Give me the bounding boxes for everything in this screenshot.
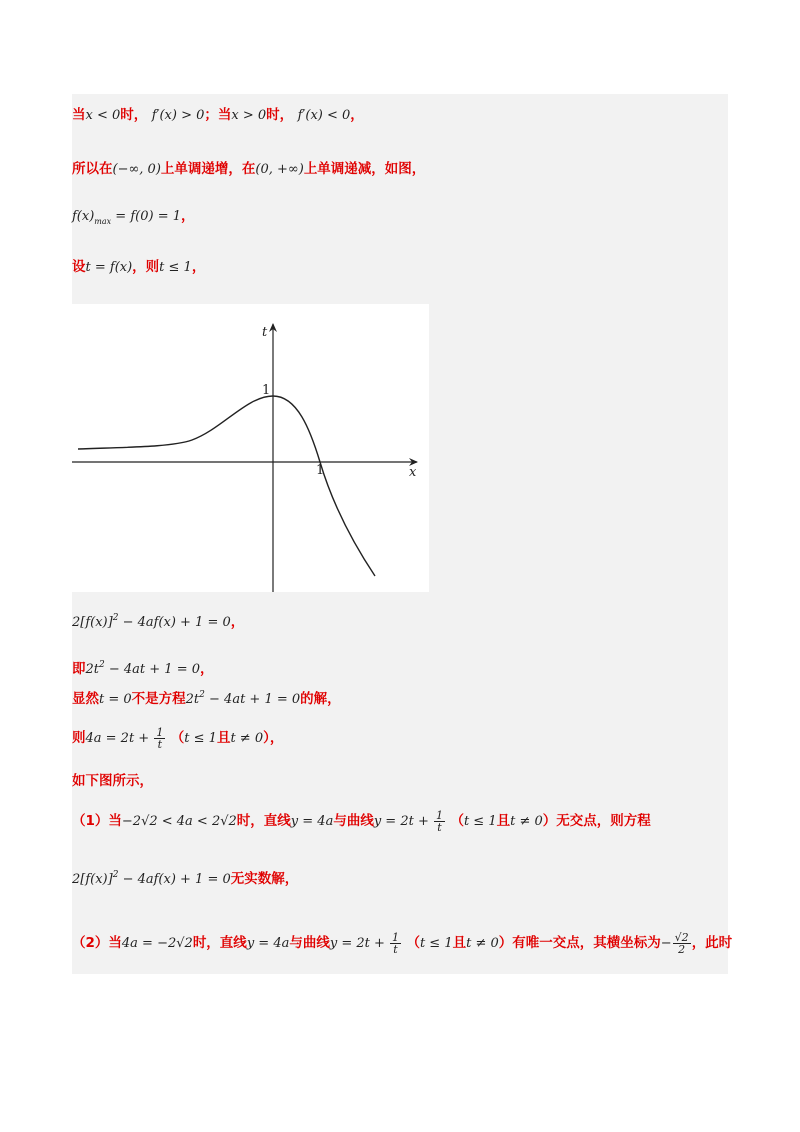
text: 时，直线 — [192, 935, 247, 951]
text: 时， — [266, 107, 294, 123]
solution-line-12 — [72, 928, 732, 959]
graph-svg — [72, 304, 429, 592]
text: 所以在 — [72, 161, 113, 177]
math: t = 0 — [99, 692, 132, 707]
math: f′(x) > 0 — [151, 108, 205, 123]
math-part: − 4at + 1 = 0 — [204, 692, 301, 707]
text: 设 — [72, 259, 86, 275]
text: ）无交点，则方程 — [542, 813, 651, 829]
text: 且 — [496, 813, 511, 829]
denominator: t — [393, 942, 398, 956]
fraction — [673, 932, 691, 955]
numerator: 1 — [435, 808, 443, 822]
math-part: − 4at + 1 = 0 — [104, 662, 200, 677]
math: x < 0 — [85, 108, 121, 123]
function-graph — [72, 304, 429, 592]
superscript: 2 — [112, 613, 119, 623]
text: ， — [230, 614, 245, 630]
text: 显然 — [72, 691, 99, 707]
solution-line-10 — [72, 808, 651, 835]
y-axis-label: t — [262, 325, 268, 340]
numerator: 1 — [156, 725, 164, 739]
math-part: 2t — [85, 662, 99, 677]
math: y = 4a — [246, 936, 290, 951]
math-part: 2t — [185, 692, 200, 707]
text: ， — [180, 208, 195, 224]
subscript: max — [94, 217, 112, 226]
text: 时，直线 — [236, 813, 291, 829]
math — [186, 692, 301, 707]
numerator: √2 — [674, 930, 689, 944]
math: t ≠ 0 — [230, 731, 264, 746]
math: t ≤ 1 — [419, 936, 453, 951]
solution-line-9 — [72, 772, 153, 790]
fraction — [390, 932, 401, 955]
text: 当 — [72, 107, 86, 123]
text: （2）当 — [72, 935, 122, 951]
text: ；当 — [204, 107, 232, 123]
math — [72, 872, 231, 887]
math — [86, 662, 201, 677]
text: ，则 — [132, 259, 160, 275]
superscript: 2 — [112, 870, 119, 880]
math: f′(x) < 0 — [297, 108, 351, 123]
solution-line-8 — [72, 725, 283, 752]
y-tick-one: 1 — [262, 383, 271, 398]
text: 与曲线 — [333, 813, 374, 829]
text: ，此时 — [691, 935, 733, 951]
math — [72, 615, 231, 630]
math: t ≤ 1 — [159, 260, 192, 275]
math: t ≤ 1 — [463, 814, 497, 829]
text: 与曲线 — [289, 935, 330, 951]
solution-line-1 — [72, 106, 364, 125]
solution-line-2 — [72, 160, 425, 179]
solution-line-6 — [72, 660, 214, 680]
text: 时， — [120, 107, 148, 123]
math: t = f(x) — [85, 260, 133, 275]
superscript: 2 — [99, 660, 105, 670]
math: − — [660, 936, 672, 951]
text: 且 — [216, 730, 231, 746]
text: 无实数解， — [230, 871, 299, 887]
math: t ≤ 1 — [184, 731, 217, 746]
text: ）， — [263, 730, 284, 746]
math: x > 0 — [231, 108, 267, 123]
math: t ≠ 0 — [466, 936, 499, 951]
text: 如下图所示， — [72, 773, 153, 789]
text: 不是方程 — [131, 691, 186, 707]
math: y = 2t + — [373, 814, 433, 829]
solution-line-5 — [72, 613, 244, 633]
fraction — [434, 810, 445, 833]
math: y = 2t + — [329, 936, 389, 951]
math-part: f(x) — [72, 209, 95, 224]
math: (−∞, 0) — [112, 162, 161, 177]
text: 且 — [452, 935, 467, 951]
fraction — [154, 727, 165, 750]
text: （ — [406, 935, 420, 951]
solution-line-3 — [72, 207, 194, 227]
text: 即 — [72, 661, 86, 677]
math-part: 2[f(x)] — [72, 872, 113, 887]
math-part: − 4af(x) + 1 = 0 — [118, 872, 231, 887]
text: 则 — [72, 730, 86, 746]
text: ， — [200, 661, 214, 677]
text: （ — [450, 813, 464, 829]
denominator: t — [437, 820, 442, 834]
math: 4a = 2t + — [85, 731, 154, 746]
math: t ≠ 0 — [510, 814, 543, 829]
x-axis-label: x — [409, 465, 417, 480]
text: 的解， — [300, 691, 341, 707]
math: 4a = −2√2 — [121, 936, 193, 951]
text: 上单调递减，如图， — [303, 161, 426, 177]
text: ）有唯一交点，其横坐标为 — [498, 935, 661, 951]
denominator: t — [157, 737, 163, 751]
numerator: 1 — [392, 930, 399, 944]
text: ， — [350, 107, 364, 123]
math-part: 2[f(x)] — [72, 615, 113, 630]
denominator: 2 — [678, 942, 686, 956]
x-tick-one: 1 — [316, 463, 325, 478]
superscript: 2 — [199, 690, 205, 700]
math: (0, +∞) — [255, 162, 304, 177]
text: 上单调递增，在 — [160, 161, 256, 177]
curve-f — [78, 396, 375, 576]
text: ， — [191, 259, 206, 275]
math-part: − 4af(x) + 1 = 0 — [118, 615, 231, 630]
solution-line-11 — [72, 870, 298, 890]
text: （ — [170, 730, 185, 746]
math: y = 4a — [290, 814, 334, 829]
text: （1）当 — [72, 813, 122, 829]
math — [72, 209, 181, 224]
math: −2√2 < 4a < 2√2 — [121, 814, 237, 829]
solution-line-4 — [72, 258, 205, 277]
solution-line-7 — [72, 690, 341, 710]
math-part: = f(0) = 1 — [111, 209, 181, 224]
